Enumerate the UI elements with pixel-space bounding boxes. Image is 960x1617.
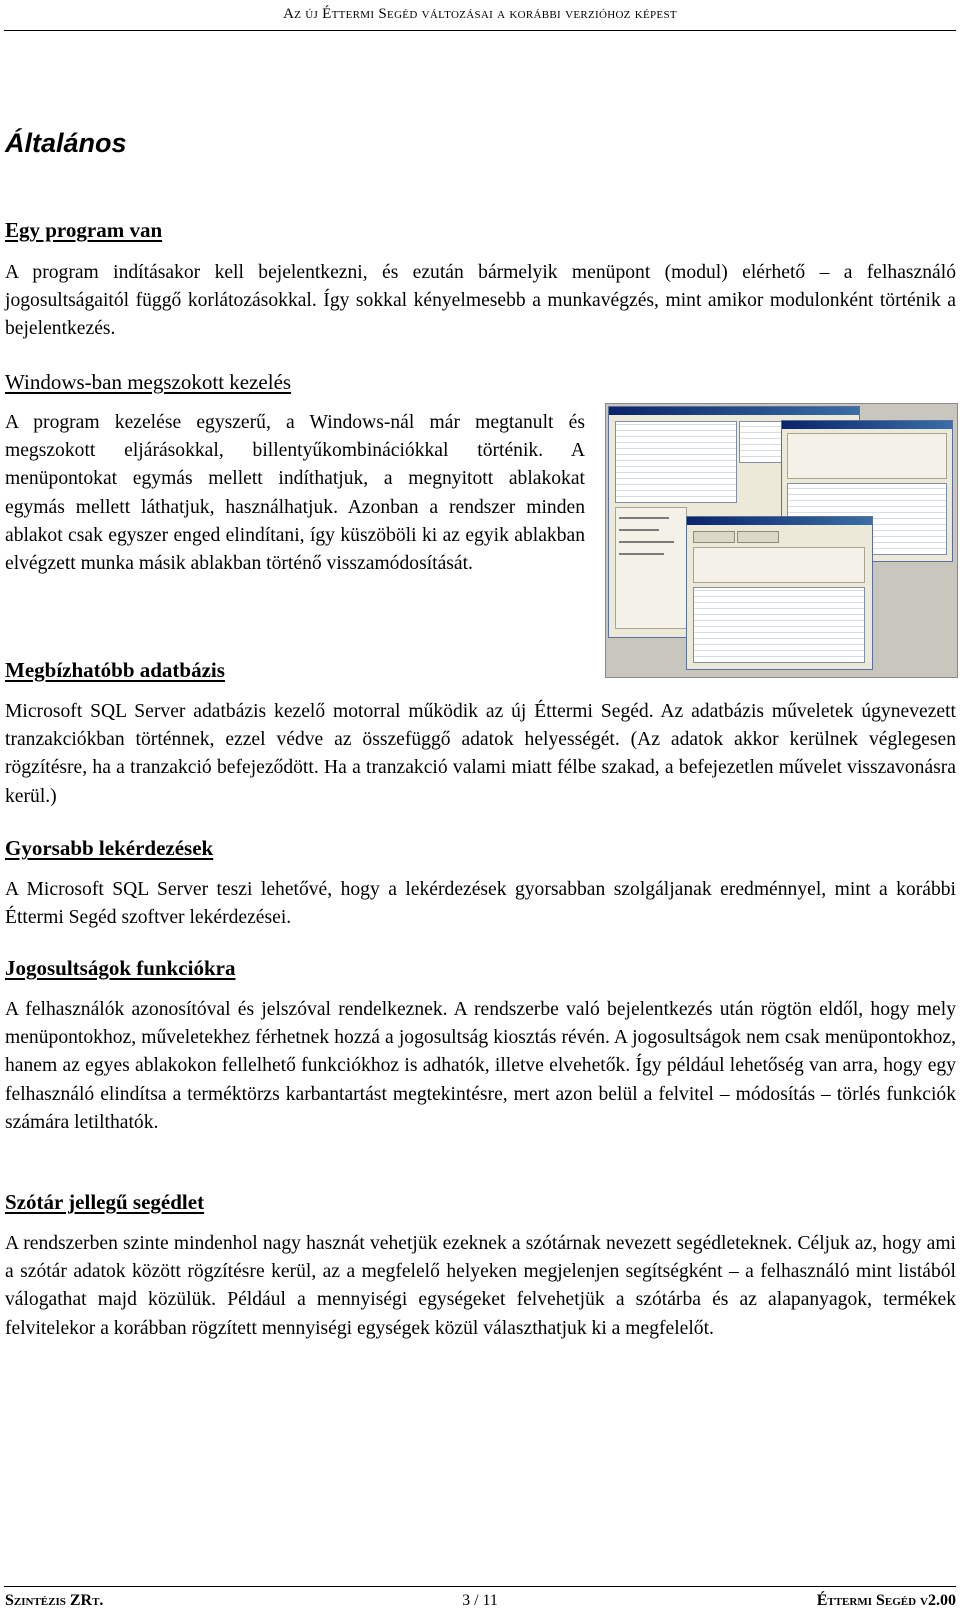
- section-title-szotar: Szótár jellegű segédlet: [5, 1190, 205, 1214]
- section-title-egy-program: Egy program van: [5, 218, 163, 242]
- header-rule: [4, 30, 956, 31]
- section-title-lekerdezesek: Gyorsabb lekérdezések: [5, 836, 214, 860]
- program-screenshot: [605, 403, 958, 678]
- section-paragraph: A program kezelése egyszerű, a Windows-nál már megtanult és megszokott eljárásokkal, billentyűkombinációkkal történik. A menüpontokat egymás mellett indíthatjuk, a megnyitott ablakokat egymás mellett láthatjuk, használhatjuk. Azonban a rendszer minden ablakot csak egyszer enged elindítani, így küszöböli ki az egyik ablakban elvégzett munka másik ablakban történő visszamódosítását.: [5, 412, 585, 575]
- page-heading: Általános: [5, 128, 127, 158]
- footer-product: Éttermi Segéd v2.00: [816, 1592, 956, 1609]
- section-paragraph: A Microsoft SQL Server teszi lehetővé, hogy a lekérdezések gyorsabban szolgáljanak eredménnyel, mint a korábbi Éttermi Segéd szoftver lekérdezései.: [5, 879, 956, 929]
- section-paragraph: A rendszerben szinte mindenhol nagy hasznát vehetjük ezeknek a szótárnak nevezett segédleteknek. Céljuk az, hogy ami a szótár adatok között rögzítésre kerül, az a megfelelő helyeken megjelenjen segítségként – a felhasználó mint listából válogathat majd közülük. Például a mennyiségi egységeket felvehetjük a szótárba és az alapanyagok, termékek felvitelekor a korábban rögzített mennyiségi egységek közül választhatjuk ki a megfelelőt.: [5, 1233, 956, 1339]
- section-title-windows: Windows-ban megszokott kezelés: [5, 370, 292, 394]
- section-paragraph: A program indításakor kell bejelentkezni, és ezután bármelyik menüpont (modul) elérhető – a felhasználó jogosultságaitól függő korlátozásokkal. Így sokkal kényelmesebb a munkavégzés, mint amikor modulonként történik a bejelentkezés.: [5, 262, 956, 340]
- section-paragraph: Microsoft SQL Server adatbázis kezelő motorral működik az új Éttermi Segéd. Az adatbázis műveletek úgynevezett tranzakciókban történnek, ezzel védve az összefüggő adatok helyességét. (Az adatok akkor kerülnek véglegesen rögzítésre, ha a tranzakció befejeződött. Ha a tranzakció valami miatt félbe szakad, a befejezetlen művelet visszavonásra kerül.): [5, 701, 956, 807]
- footer-rule: [4, 1586, 956, 1587]
- section-title-adatbazis: Megbízhatóbb adatbázis: [5, 658, 225, 682]
- section-title-jogosultsagok: Jogosultságok funkciókra: [5, 956, 236, 980]
- footer-page-number: 3 / 11: [462, 1592, 498, 1609]
- running-header: Az új Éttermi Segéd változásai a korábbi verzióhoz képest: [283, 6, 677, 22]
- section-paragraph: A felhasználók azonosítóval és jelszóval rendelkeznek. A rendszerbe való bejelentkezés után rögtön eldől, hogy mely menüpontokhoz, műveletekhez férhetnek hozzá a jogosultság kiosztás révén. A jogosultságok nem csak menüpontokhoz, hanem az egyes ablakokon fellelhető funkciókhoz is adhatók, illetve elvehetők. Így például lehetőség van arra, hogy egy felhasználó elindítsa a terméktörzs karbantartást megtekintésre, mert azon belül a felvitel – módosítás – törlés funkciók számára letilthatók.: [5, 999, 956, 1133]
- screenshot-window-front: [686, 516, 873, 670]
- footer-company: Szintézis ZRt.: [5, 1592, 104, 1609]
